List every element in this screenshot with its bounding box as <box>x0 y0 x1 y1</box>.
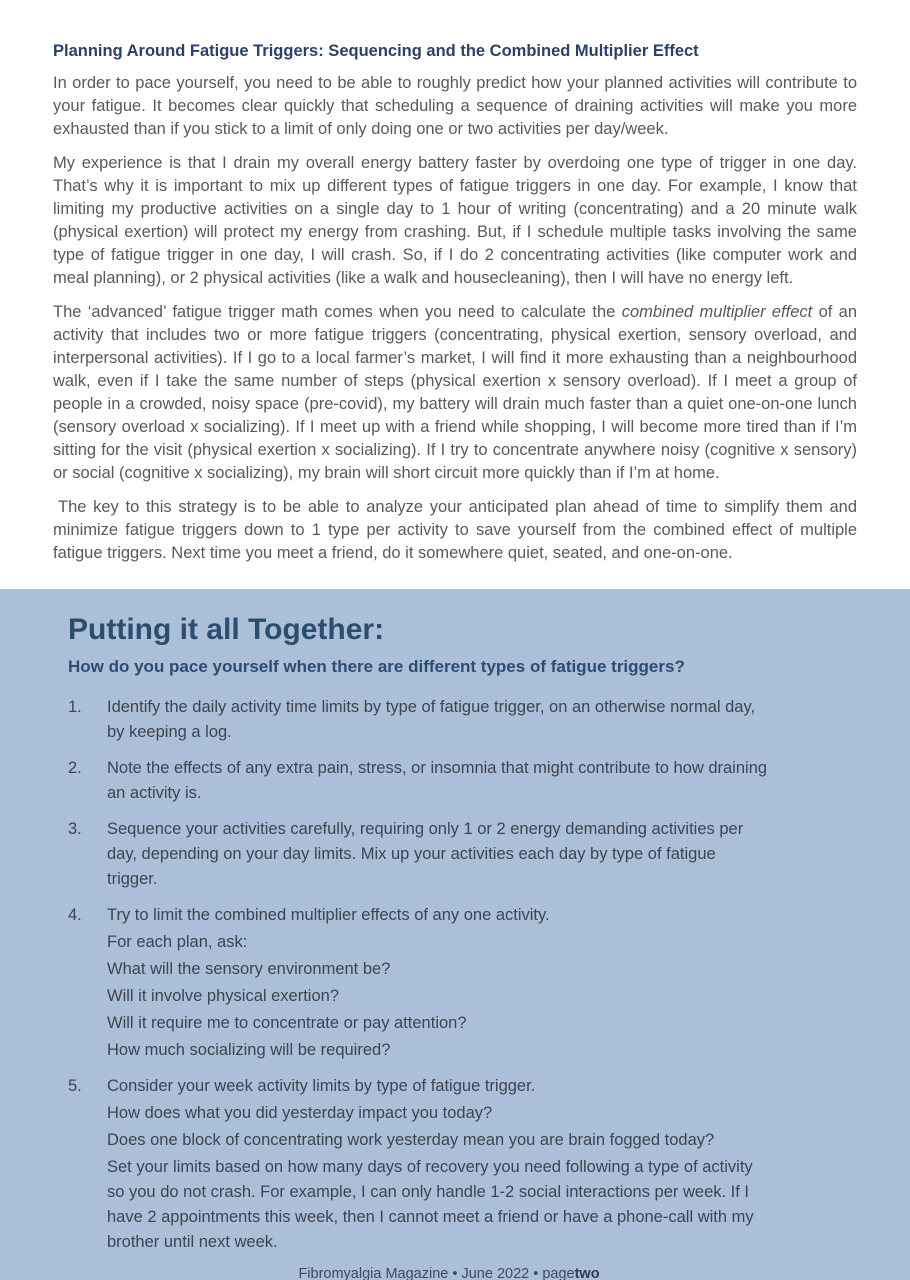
article-heading: Planning Around Fatigue Triggers: Sequencing and the Combined Multiplier Effect <box>53 42 699 60</box>
list-item-line: For each plan, ask: <box>107 933 248 951</box>
paragraph-pacing-intro: In order to pace yourself, you need to be able to roughly predict how your planned activities will contribute to your fatigue. It becomes clear quickly that scheduling a sequence of draining activities will make you more exhausted than if you stick to a limit of only doing one or two activities per day/week. <box>53 74 857 138</box>
list-item-line: Sequence your activities carefully, requiring only 1 or 2 energy demanding activities per day, depending on your day limits. Mix up your activities each day by type of fatigue trigger. <box>107 820 744 888</box>
list-item <box>68 756 830 808</box>
list-item-line: Will it involve physical exertion? <box>107 987 340 1005</box>
paragraph-text: The ‘advanced’ fatigue trigger math comes when you need to calculate the <box>53 303 622 321</box>
list-item <box>68 817 830 894</box>
footer-text: Fibromyalgia Magazine • June 2022 • page <box>298 1266 575 1280</box>
paragraph-text: of an activity that includes two or more fatigue triggers (concentrating, physical exertion, sensory overload, and interpersonal activities). If I go to a local farmer’s market, I will find it more exhausting than a neighbourhood walk, even if I take the same number of steps (physical exertion x sensory overload). If I meet a group of people in a crowded, noisy space (pre-covid), my battery will drain much faster than a quiet one-on-one lunch (sensory overload x socializing). If I meet up with a friend while shopping, I will become more tired than if I’m sitting for the visit (physical exertion x socializing). If I try to concentrate anywhere noisy (cognitive x sensory) or social (cognitive x socializing), my brain will short circuit more quickly than if I’m at home. <box>53 303 857 482</box>
list-item-line: Does one block of concentrating work yesterday mean you are brain fogged today? <box>107 1131 715 1149</box>
list-item-text <box>107 695 769 747</box>
list-item-number: 2. <box>68 759 82 777</box>
numbered-list <box>68 695 830 1266</box>
list-item-line: Consider your week activity limits by type of fatigue trigger. <box>107 1077 536 1095</box>
footer-page-number: two <box>574 1266 600 1280</box>
list-item-number: 1. <box>68 698 82 716</box>
list-item-line: How much socializing will be required? <box>107 1041 391 1059</box>
paragraph-experience: My experience is that I drain my overall energy battery faster by overdoing one type of trigger in one day. That’s why it is important to mix up different types of fatigue triggers in one day. For example, I know that limiting my productive activities on a single day to 1 hour of writing (concentrating) and a 20 minute walk (physical exertion) will protect my energy from crashing. But, if I schedule multiple tasks involving the same type of fatigue trigger in one day, I will crash. So, if I do 2 concentrating activities (like computer work and meal planning), or 2 physical activities (like a walk and housecleaning), then I will have no energy left. <box>53 154 857 287</box>
list-item <box>68 1074 830 1257</box>
list-item-number: 5. <box>68 1077 82 1095</box>
list-item-text <box>107 756 769 808</box>
list-item <box>68 903 830 1065</box>
article-top-section <box>0 0 910 589</box>
italic-phrase: combined multiplier effect <box>621 303 813 321</box>
list-item-line: Set your limits based on how many days of recovery you need following a type of activity so you do not crash. For example, I can only handle 1-2 social interactions per week. If I have 2 appointments this week, then I cannot meet a friend or have a phone-call with my brother until next week. <box>107 1158 754 1251</box>
list-item-line: How does what you did yesterday impact you today? <box>107 1104 493 1122</box>
list-item-text <box>107 817 769 894</box>
summary-title: Putting it all Together: <box>68 613 385 646</box>
summary-panel <box>0 589 910 1280</box>
list-item-line: Note the effects of any extra pain, stress, or insomnia that might contribute to how draining an activity is. <box>107 759 768 802</box>
list-item-number: 4. <box>68 906 82 924</box>
list-item-text <box>107 903 550 1065</box>
list-item-line: Try to limit the combined multiplier effects of any one activity. <box>107 906 550 924</box>
list-item-line: Will it require me to concentrate or pay attention? <box>107 1014 467 1032</box>
list-item-line: Identify the daily activity time limits by type of fatigue trigger, on an otherwise normal day, by keeping a log. <box>107 698 756 741</box>
list-item <box>68 695 830 747</box>
list-item-number: 3. <box>68 820 82 838</box>
paragraph-key-strategy: The key to this strategy is to be able to analyze your anticipated plan ahead of time to simplify them and minimize fatigue triggers down to 1 type per activity to save yourself from the combined effect of multiple fatigue triggers. Next time you meet a friend, do it somewhere quiet, seated, and one-on-one. <box>53 498 857 562</box>
list-item-line: What will the sensory environment be? <box>107 960 391 978</box>
paragraph-multiplier-math <box>53 301 857 485</box>
page-footer <box>68 1266 830 1280</box>
summary-subtitle: How do you pace yourself when there are different types of fatigue triggers? <box>68 657 685 676</box>
list-item-text <box>107 1074 769 1257</box>
